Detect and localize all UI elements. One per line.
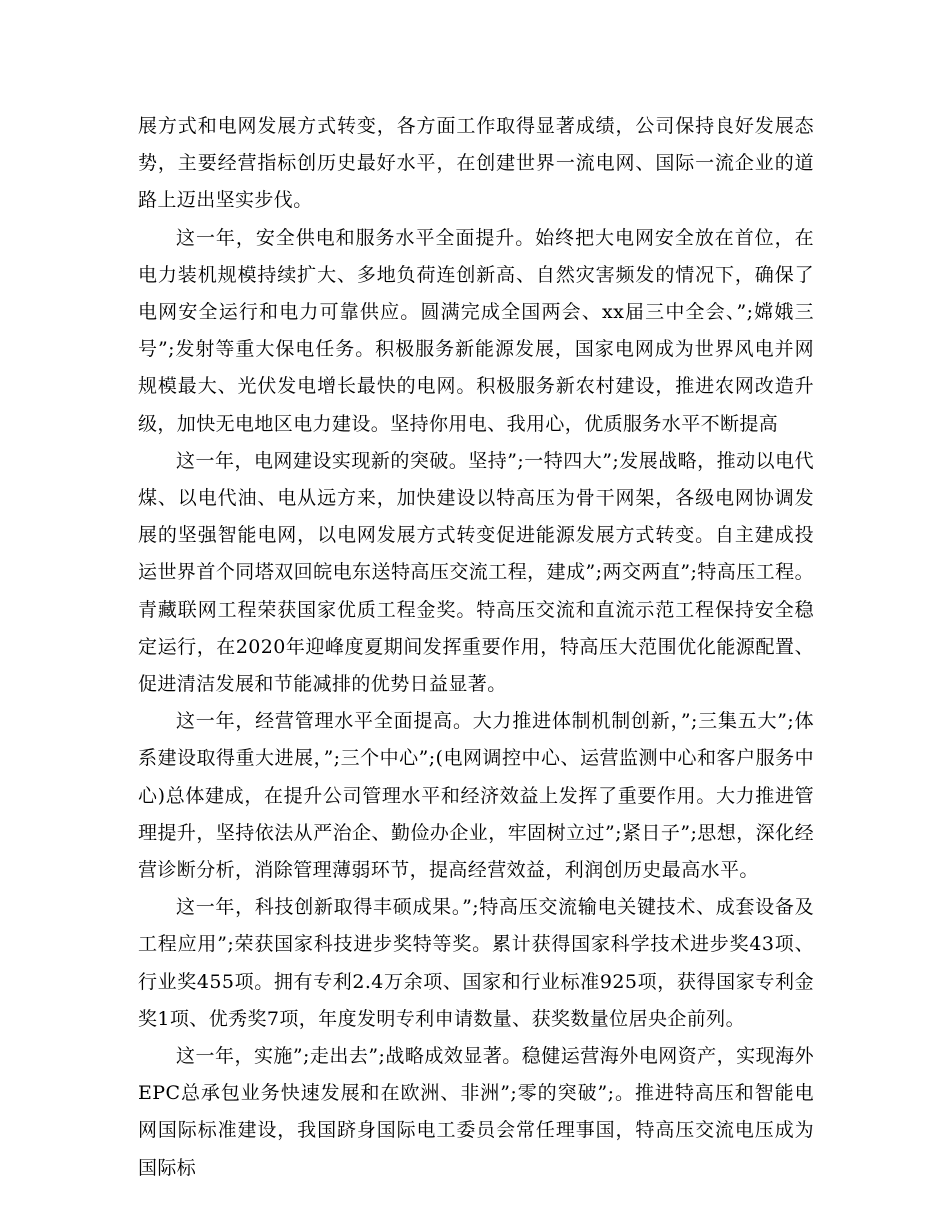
paragraph-safety-supply: 这一年，安全供电和服务水平全面提升。始终把大电网安全放在首位，在电力装机规模持续扩大、多地负荷连创新高、自然灾害频发的情况下，确保了电网安全运行和电力可靠供应。圆满完成全国两会、xx届三中全会、”;嫦娥三号”;发射等重大保电任务。积极服务新能源发展，国家电网成为世界风电并网规模最大、光伏发电增长最快的电网。积极服务新农村建设，推进农网改造升级，加快无电地区电力建设。坚持你用电、我用心，优质服务水平不断提高 bbox=[138, 226, 814, 435]
paragraph-technology: 这一年，科技创新取得丰硕成果。”;特高压交流输电关键技术、成套设备及工程应用”;荣获国家科技进步奖特等奖。累计获得国家科学技术进步奖43项、行业奖455项。拥有专利2.4万余项、国家和行业标准925项，获得国家专利金奖1项、优秀奖7项，年度发明专利申请数量、获奖数量位居央企前列。 bbox=[138, 896, 814, 1030]
paragraph-management: 这一年，经营管理水平全面提高。大力推进体制机制创新，”;三集五大”;体系建设取得重大进展，”;三个中心”;(电网调控中心、运营监测中心和客户服务中心)总体建成，在提升公司管理水平和经济效益上发挥了重要作用。大力推进管理提升，坚持依法从严治企、勤俭办企业，牢固树立过”;紧日子”;思想，深化经营诊断分析，消除管理薄弱环节，提高经营效益，利润创历史最高水平。 bbox=[138, 710, 814, 882]
paragraph-grid-construction: 这一年，电网建设实现新的突破。坚持”;一特四大”;发展战略，推动以电代煤、以电代油、电从远方来，加快建设以特高压为骨干网架，各级电网协调发展的坚强智能电网，以电网发展方式转变促进能源发展方式转变。自主建成投运世界首个同塔双回皖电东送特高压交流工程，建成”;两交两直”;特高压工程。青藏联网工程荣获国家优质工程金奖。特高压交流和直流示范工程保持安全稳定运行，在2020年迎峰度夏期间发挥重要作用，特高压大范围优化能源配置、促进清洁发展和节能减排的优势日益显著。 bbox=[138, 449, 814, 696]
paragraph-going-global: 这一年，实施”;走出去”;战略成效显著。稳健运营海外电网资产，实现海外EPC总承包业务快速发展和在欧洲、非洲”;零的突破”;。推进特高压和智能电网国际标准建设，我国跻身国际电工委员会常任理事国，特高压交流电压成为国际标 bbox=[138, 1045, 814, 1179]
paragraph-continued: 展方式和电网发展方式转变，各方面工作取得显著成绩，公司保持良好发展态势，主要经营指标创历史最好水平，在创建世界一流电网、国际一流企业的道路上迈出坚实步伐。 bbox=[138, 115, 814, 212]
document-page bbox=[138, 108, 814, 1187]
